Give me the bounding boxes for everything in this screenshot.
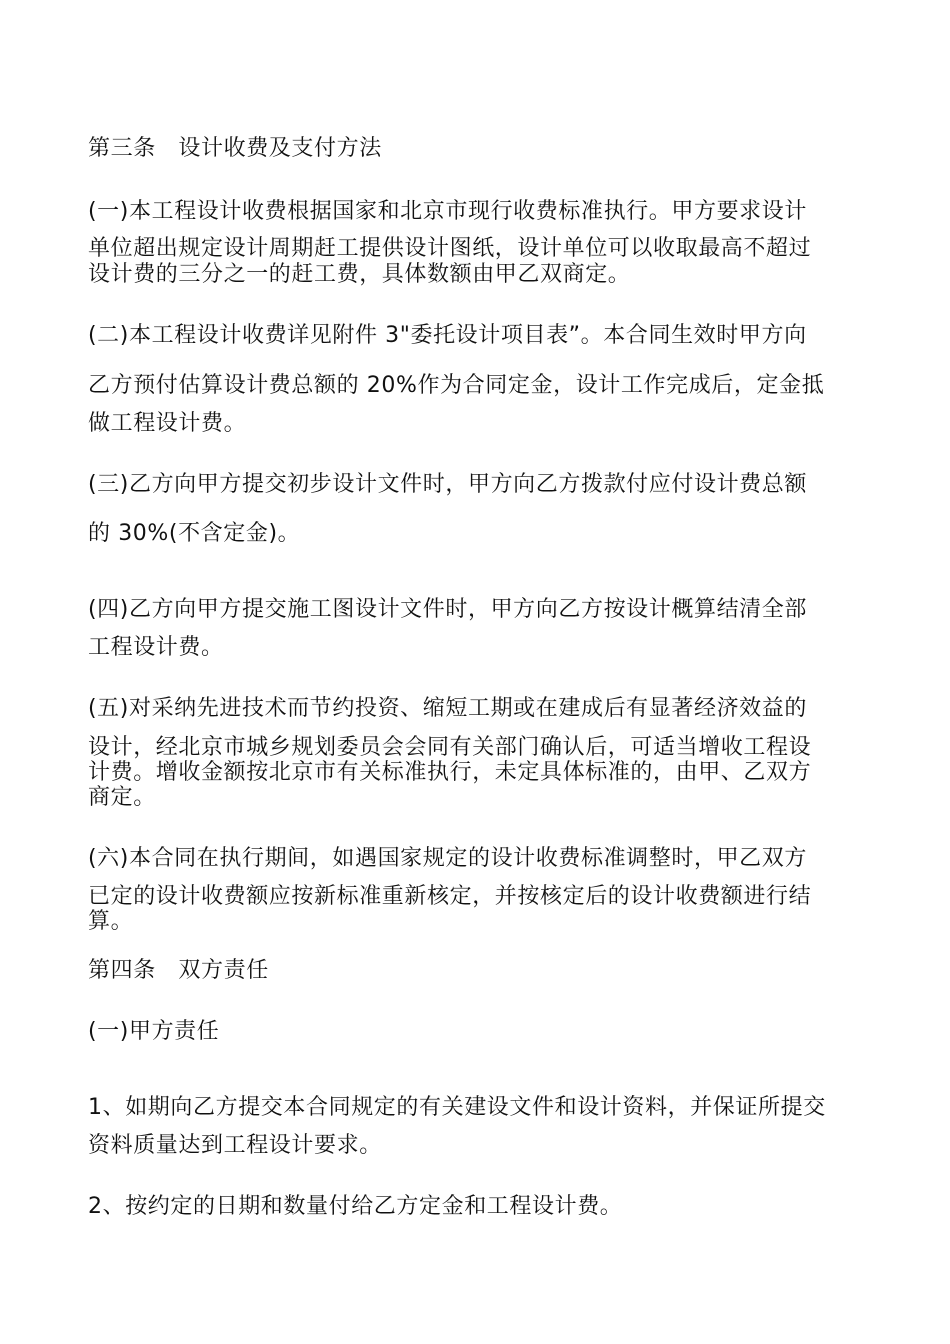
- paragraph-line: 工程设计费。: [88, 635, 224, 660]
- paragraph-line: 商定。: [88, 785, 156, 810]
- paragraph-line: 设计，经北京市城乡规划委员会会同有关部门确认后，可适当增收工程设: [88, 735, 812, 760]
- paragraph-line: (六)本合同在执行期间，如遇国家规定的设计收费标准调整时，甲乙双方: [88, 846, 807, 871]
- paragraph-line: 2、按约定的日期和数量付给乙方定金和工程设计费。: [88, 1194, 623, 1219]
- paragraph-line: 资料质量达到工程设计要求。: [88, 1133, 382, 1158]
- paragraph-line: 的 30%(不含定金)。: [88, 521, 301, 546]
- paragraph-line: 做工程设计费。: [88, 411, 247, 436]
- paragraph-line: (三)乙方向甲方提交初步设计文件时，甲方向乙方拨款付应付设计费总额: [88, 472, 807, 497]
- paragraph-line: (五)对采纳先进技术而节约投资、缩短工期或在建成后有显著经济效益的: [88, 696, 807, 721]
- section-heading: (一)甲方责任: [88, 1019, 220, 1044]
- article-3-heading: 第三条 设计收费及支付方法: [88, 136, 382, 161]
- paragraph-line: 设计费的三分之一的赶工费，具体数额由甲乙双商定。: [88, 262, 631, 287]
- paragraph-line: 计费。增收金额按北京市有关标准执行，未定具体标准的，由甲、乙双方: [88, 760, 812, 785]
- article-4-heading: 第四条 双方责任: [88, 958, 269, 983]
- paragraph-line: 单位超出规定设计周期赶工提供设计图纸，设计单位可以收取最高不超过: [88, 236, 812, 261]
- paragraph-line: 已定的设计收费额应按新标准重新核定，并按核定后的设计收费额进行结: [88, 884, 812, 909]
- paragraph-line: 算。: [88, 909, 134, 934]
- paragraph-line: 1、如期向乙方提交本合同规定的有关建设文件和设计资料，并保证所提交: [88, 1095, 826, 1120]
- paragraph-line: (一)本工程设计收费根据国家和北京市现行收费标准执行。甲方要求设计: [88, 199, 807, 224]
- paragraph-line: (二)本工程设计收费详见附件 3"委托设计项目表”。本合同生效时甲方向: [88, 323, 807, 348]
- paragraph-line: (四)乙方向甲方提交施工图设计文件时，甲方向乙方按设计概算结清全部: [88, 597, 807, 622]
- paragraph-line: 乙方预付估算设计费总额的 20%作为合同定金，设计工作完成后，定金抵: [88, 373, 825, 398]
